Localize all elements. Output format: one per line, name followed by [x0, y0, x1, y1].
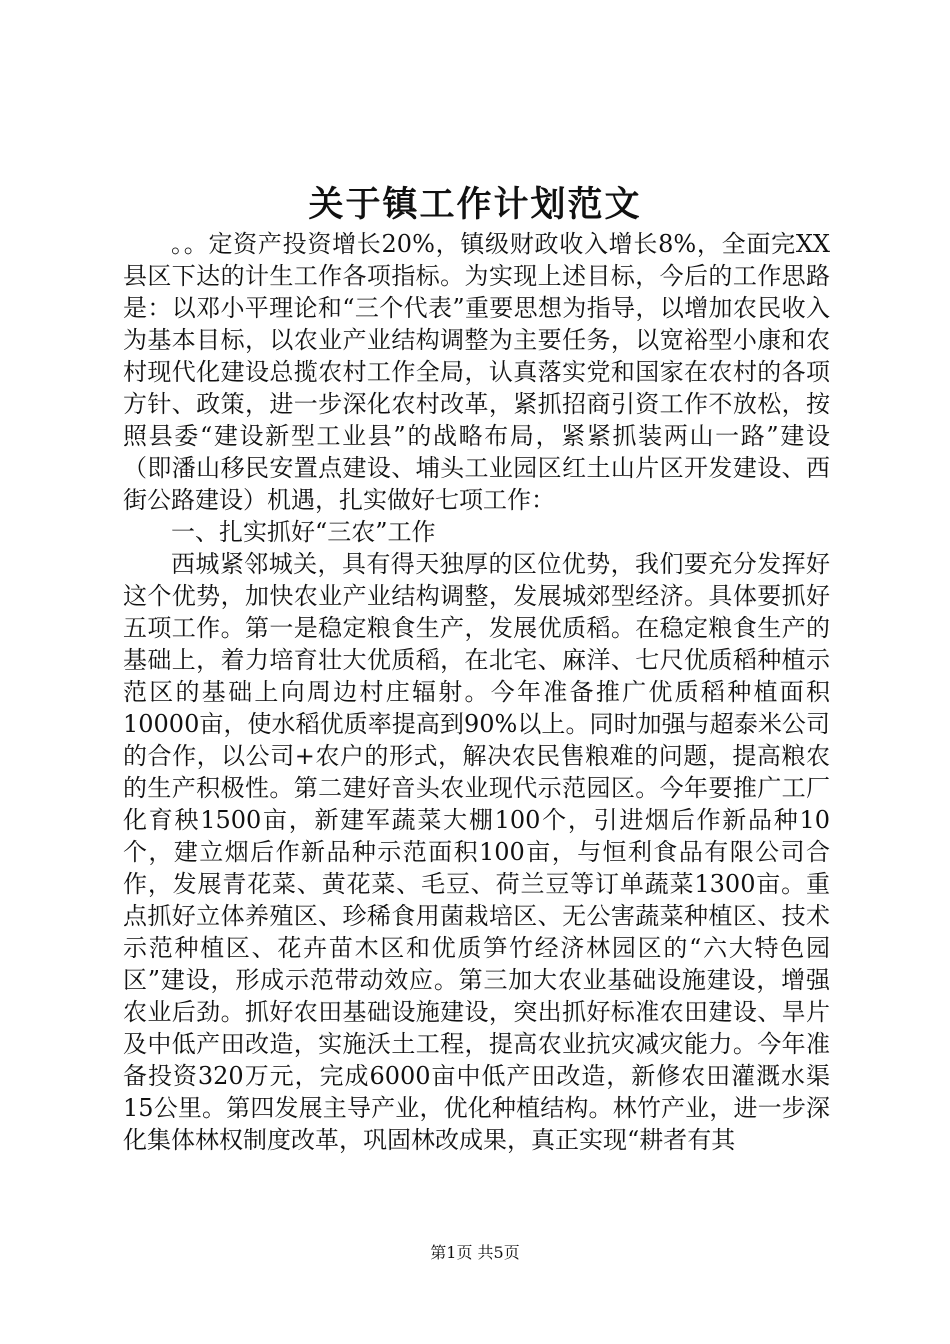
document-body — [123, 228, 830, 1156]
document-title: 关于镇工作计划范文 — [308, 184, 642, 225]
section-heading: 一、扎实抓好“三农”工作 — [171, 518, 436, 546]
paragraph-intro: 。。定资产投资增长20%，镇级财政收入增长8%，全面完XX县区下达的计生工作各项指标。为实现上述目标，今后的工作思路是：以邓小平理论和“三个代表”重要思想为指导，以增加农民收入为基本目标，以农业产业结构调整为主要任务，以宽裕型小康和农村现代化建设总揽农村工作全局，认真落实党和国家在农村的各项方针、政策，进一步深化农村改革，紧抓招商引资工作不放松，按照县委“建设新型工业县”的战略布局，紧紧抓装两山一路”建设（即潘山移民安置点建设、埔头工业园区红土山片区开发建设、西街公路建设）机遇，扎实做好七项工作： — [123, 230, 830, 514]
paragraph-section-1: 西城紧邻城关，具有得天独厚的区位优势，我们要充分发挥好这个优势，加快农业产业结构调整，发展城郊型经济。具体要抓好五项工作。第一是稳定粮食生产，发展优质稻。在稳定粮食生产的基础上，着力培育壮大优质稻，在北宅、麻洋、七尺优质稻种植示范区的基础上向周边村庄辐射。今年准备推广优质稻种植面积10000亩，使水稻优质率提高到90%以上。同时加强与超泰米公司的合作，以公司+农户的形式，解决农民售粮难的问题，提高粮农的生产积极性。第二建好音头农业现代示范园区。今年要推广工厂化育秧1500亩，新建军蔬菜大棚100个，引进烟后作新品种10个，建立烟后作新品种示范面积100亩，与恒利食品有限公司合作，发展青花菜、黄花菜、毛豆、荷兰豆等订单蔬菜1300亩。重点抓好立体养殖区、珍稀食用菌栽培区、无公害蔬菜种植区、技术示范种植区、花卉苗木区和优质笋竹经济林园区的“六大特色园区”建设，形成示范带动效应。第三加大农业基础设施建设，增强农业后劲。抓好农田基础设施建设，突出抓好标准农田建设、旱片及中低产田改造，实施沃土工程，提高农业抗灾减灾能力。今年准备投资320万元，完成6000亩中低产田改造，新修农田灌溉水渠15公里。第四发展主导产业，优化种植结构。林竹产业，进一步深化集体林权制度改革，巩固林改成果，真正实现“耕者有其 — [123, 550, 830, 1154]
page-number-footer: 第1页 共5页 — [430, 1243, 520, 1262]
